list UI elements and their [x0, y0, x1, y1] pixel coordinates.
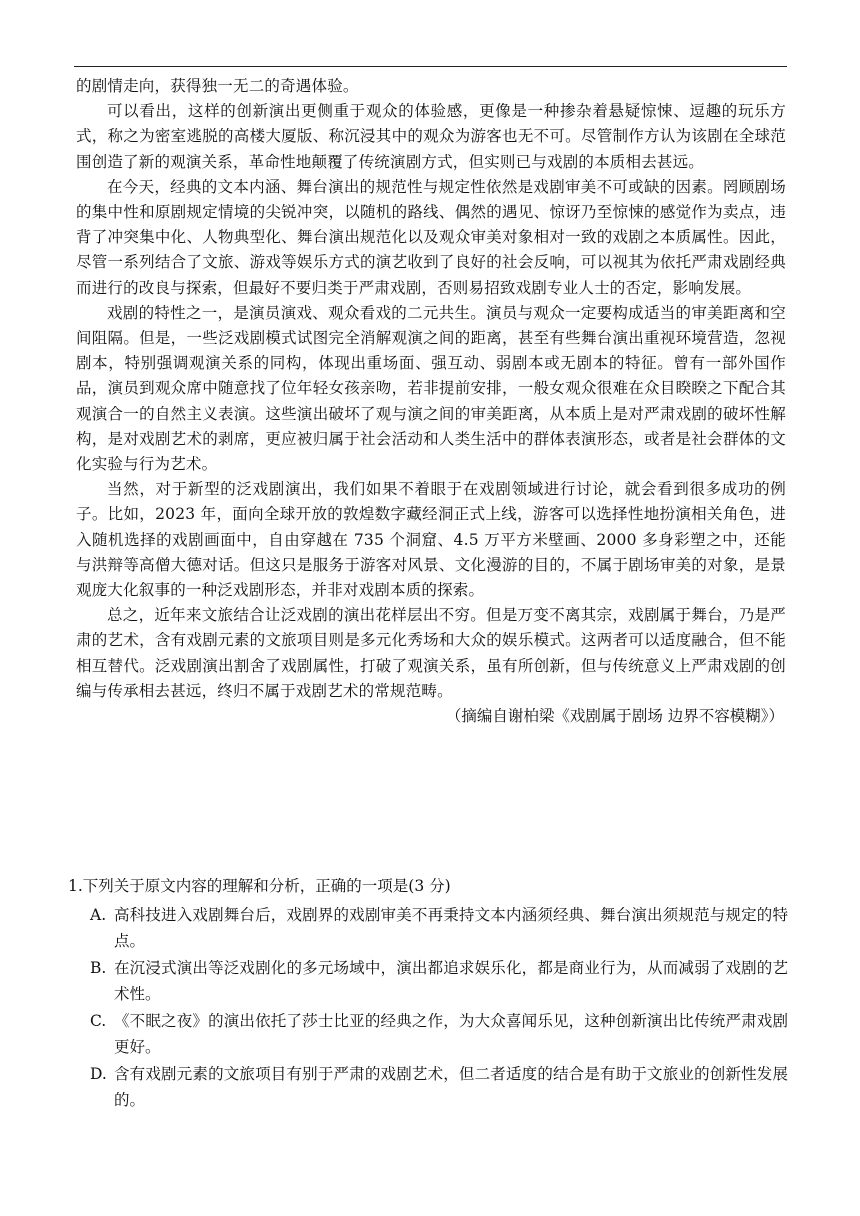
paragraph-dunhuang: 当然，对于新型的泛戏剧演出，我们如果不着眼于在戏剧领域进行讨论，就会看到很多成功的例子。比如，2023 年，面向全球开放的敦煌数字藏经洞正式上线，游客可以选择性地扮演相关角色，进入随机选择的戏剧画面中，自由穿越在 735 个洞窟、4.5 万平方米壁画、2000 多身彩塑之中，还能与洪辩等高僧大德对话。但这只是服务于游客对风景、文化漫游的目的，不属于剧场审美的对象，是景观庞大化叙事的一种泛戏剧形态，并非对戏剧本质的探索。 — [76, 480, 786, 600]
article-body — [76, 74, 786, 729]
option-text: 在沉浸式演出等泛戏剧化的多元场域中，演出都追求娱乐化，都是商业行为，从而减弱了戏剧的艺术性。 — [114, 959, 788, 1003]
option-letter: C. — [90, 1012, 107, 1030]
paragraph-distance: 戏剧的特性之一，是演员演戏、观众看戏的二元共生。演员与观众一定要构成适当的审美距离和空间阻隔。但是，一些泛戏剧模式试图完全消解观演之间的距离，甚至有些舞台演出重视环境营造，忽视剧本，特别强调观演关系的同构，体现出重场面、强互动、弱剧本或无剧本的特征。曾有一部外国作品，演员到观众席中随意找了位年轻女孩亲吻，若非提前安排，一般女观众很难在众目睽睽之下配合其观演合一的自然主义表演。这些演出破坏了观与演之间的审美距离，从本质上是对严肃戏剧的破坏性解构，是对戏剧艺术的剥席，更应被归属于社会活动和人类生活中的群体表演形态，或者是社会群体的文化实验与行为艺术。 — [76, 303, 786, 474]
option-letter: B. — [90, 959, 107, 977]
option-letter: D. — [90, 1065, 107, 1083]
paragraph-aesthetics: 在今天，经典的文本内涵、舞台演出的规范性与规定性依然是戏剧审美不可或缺的因素。罔顾剧场的集中性和原剧规定情境的尖锐冲突，以随机的路线、偶然的遇见、惊讶乃至惊悚的感觉作为卖点，违背了冲突集中化、人物典型化、舞台演出规范化以及观众审美对象相对一致的戏剧之本质属性。因此，尽管一系列结合了文旅、游戏等娱乐方式的演艺收到了良好的社会反响，可以视其为依托严肃戏剧经典而进行的改良与探索，但最好不要归类于严肃戏剧，否则易招致戏剧专业人士的否定，影响发展。 — [76, 177, 786, 297]
article-source: （摘编自谢柏梁《戏剧属于剧场 边界不容模糊》） — [445, 707, 784, 726]
paragraph-experience: 可以看出，这样的创新演出更侧重于观众的体验感，更像是一种掺杂着悬疑惊悚、逗趣的玩乐方式，称之为密室逃脱的高楼大厦版、称沉浸其中的观众为游客也无不可。尽管制作方认为该剧在全球范围创造了新的观演关系，革命性地颠覆了传统演剧方式，但实则已与戏剧的本质相去甚远。 — [76, 102, 786, 171]
option-b[interactable] — [76, 956, 788, 1007]
option-text: 高科技进入戏剧舞台后，戏剧界的戏剧审美不再秉持文本内涵须经典、舞台演出须规范与规定的特点。 — [114, 906, 788, 950]
option-c[interactable] — [76, 1009, 788, 1060]
option-a[interactable] — [76, 903, 788, 954]
option-d[interactable] — [76, 1062, 788, 1113]
option-text: 含有戏剧元素的文旅项目有别于严肃的戏剧艺术，但二者适度的结合是有助于文旅业的创新性发展的。 — [114, 1065, 788, 1109]
header-rule — [74, 66, 787, 67]
paragraph-continuation: 的剧情走向，获得独一无二的奇遇体验。 — [76, 77, 359, 95]
option-text: 《不眠之夜》的演出依托了莎士比亚的经典之作，为大众喜闻乐见，这种创新演出比传统严肃戏剧更好。 — [114, 1012, 788, 1056]
question-1 — [68, 874, 788, 1115]
option-letter: A. — [90, 906, 107, 924]
question-stem: 1.下列关于原文内容的理解和分析，正确的一项是(3 分) — [68, 877, 451, 895]
paragraph-conclusion: 总之，近年来文旅结合让泛戏剧的演出花样层出不穷。但是万变不离其宗，戏剧属于舞台，乃是严肃的艺术，含有戏剧元素的文旅项目则是多元化秀场和大众的娱乐模式。这两者可以适度融合，但不能相互替代。泛戏剧演出割舍了戏剧属性，打破了观演关系，虽有所创新，但与传统意义上严肃戏剧的创编与传承相去甚远，终归不属于戏剧艺术的常规范畴。 — [76, 606, 786, 700]
